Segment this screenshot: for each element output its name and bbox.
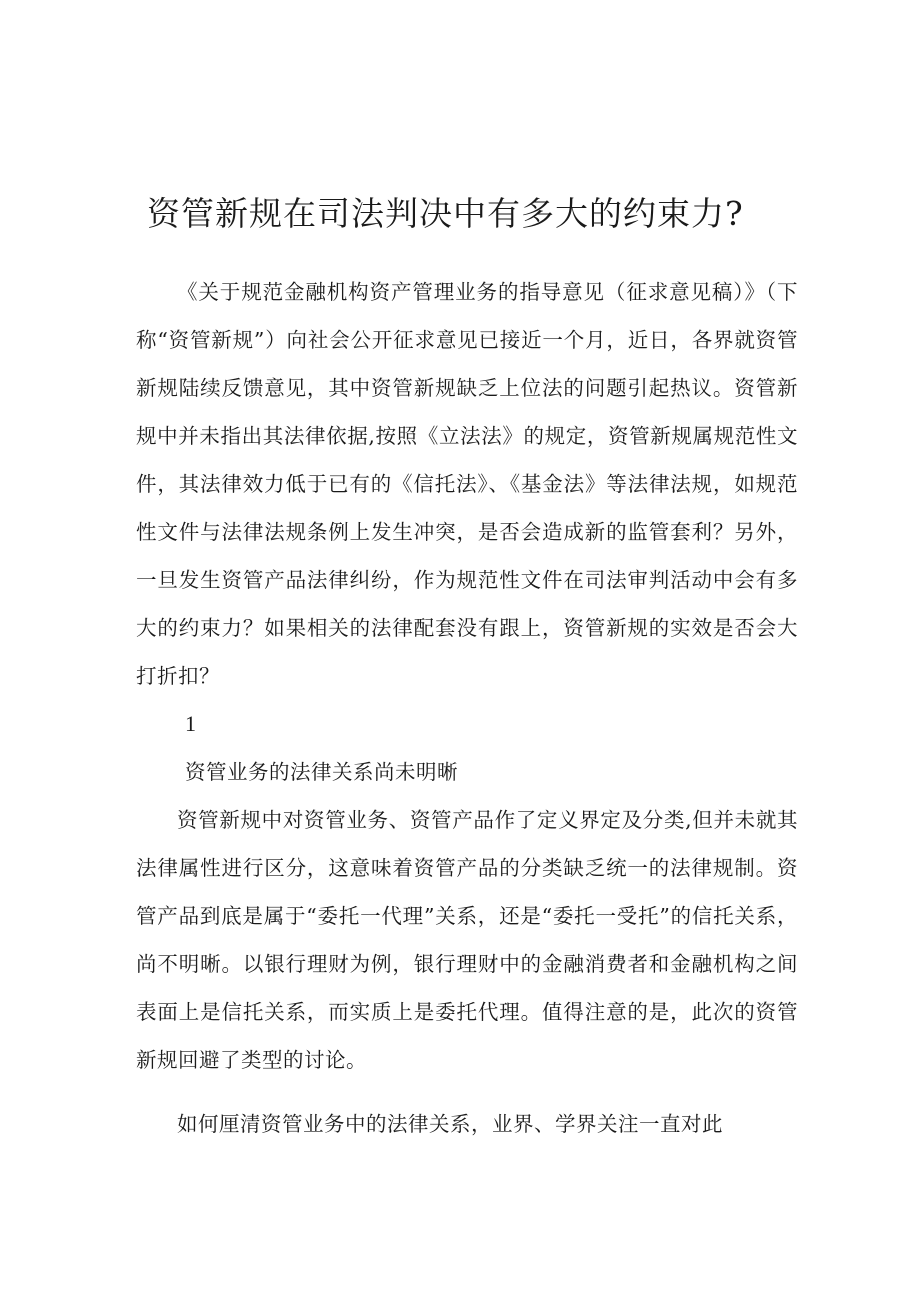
document-body (136, 268, 798, 1148)
intro-paragraph: 《关于规范金融机构资产管理业务的指导意见（征求意见稿）》（下称“资管新规”）向社会公开征求意见已接近一个月，近日，各界就资管新规陆续反馈意见，其中资管新规缺乏上位法的问题引起热议。资管新规中并未指出其法律依据,按照《立法法》的规定，资管新规属规范性文件，其法律效力低于已有的《信托法》、《基金法》等法律法规，如规范性文件与法律法规条例上发生冲突，是否会造成新的监管套利？另外，一旦发生资管产品法律纠纷，作为规范性文件在司法审判活动中会有多大的约束力？如果相关的法律配套没有跟上，资管新规的实效是否会大打折扣？ (136, 280, 798, 688)
body-paragraph-3: 如何厘清资管业务中的法律关系，业界、学界关注一直对此 (177, 1112, 723, 1136)
section-number: 1 (185, 711, 197, 736)
body-paragraph-2: 资管新规中对资管业务、资管产品作了定义界定及分类,但并未就其法律属性进行区分，这意味着资管产品的分类缺乏统一的法律规制。资管产品到底是属于“委托一代理”关系，还是“委托一受托”的信托关系，尚不明晰。以银行理财为例，银行理财中的金融消费者和金融机构之间表面上是信托关系，而实质上是委托代理。值得注意的是，此次的资管新规回避了类型的讨论。 (136, 808, 798, 1072)
paragraph-spacer (136, 1084, 798, 1100)
section-heading: 资管业务的法律关系尚未明晰 (185, 760, 458, 784)
document-title: 资管新规在司法判决中有多大的约束力? (147, 194, 744, 234)
